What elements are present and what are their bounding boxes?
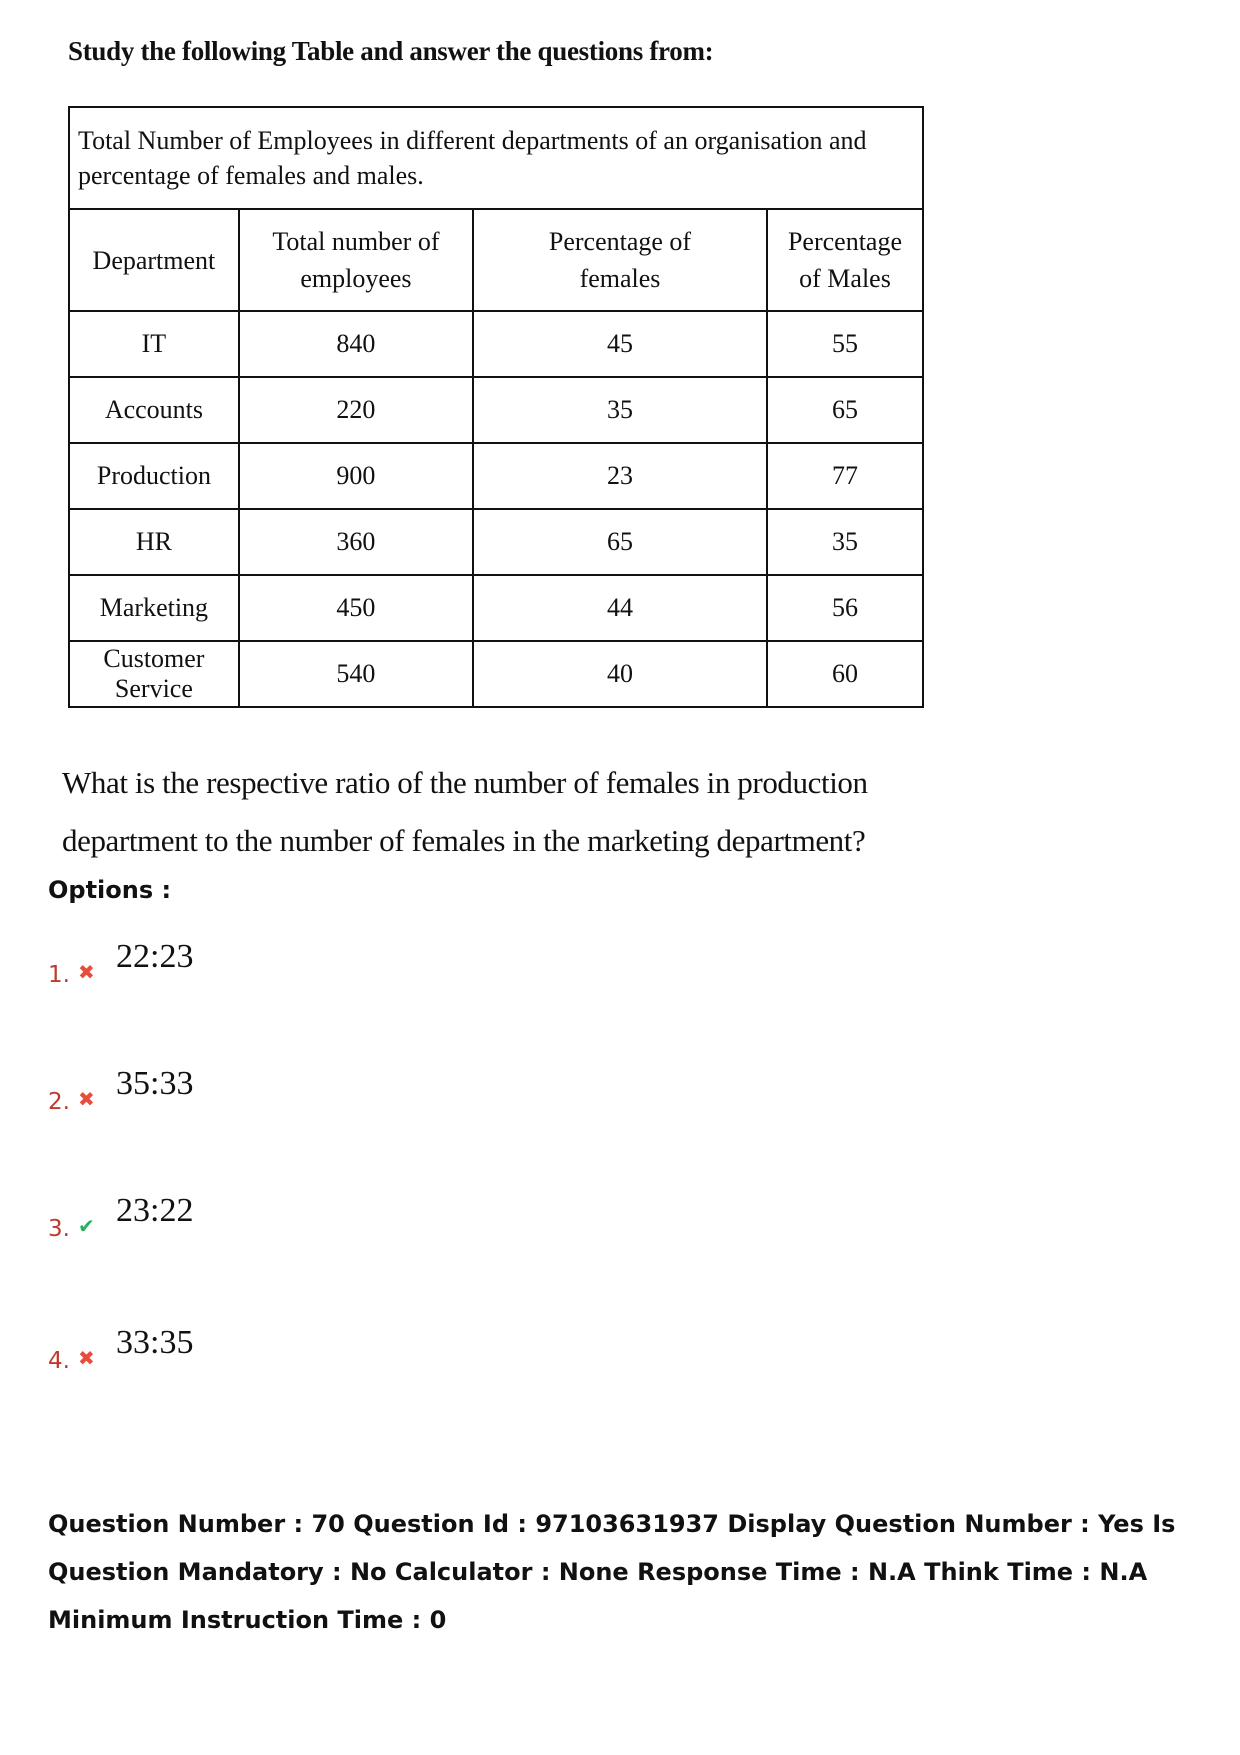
option-2[interactable] <box>48 1055 448 1115</box>
cell-department: HR <box>69 509 239 575</box>
header-percent-males: Percentage of Males <box>767 209 923 311</box>
cell-females: 40 <box>473 641 767 707</box>
option-value: 35:33 <box>116 1065 194 1102</box>
cell-total: 540 <box>239 641 473 707</box>
cell-females: 44 <box>473 575 767 641</box>
option-number: 2. <box>48 1089 70 1115</box>
table-header-row <box>69 209 923 311</box>
cell-department: Accounts <box>69 377 239 443</box>
cell-females: 65 <box>473 509 767 575</box>
option-3[interactable] <box>48 1182 448 1242</box>
cell-females: 35 <box>473 377 767 443</box>
cell-total: 360 <box>239 509 473 575</box>
question-metadata: Question Number : 70 Question Id : 97103631937 Display Question Number : Yes Is Question Mandatory : No Calculator : None Response Time : N.A Think Time : N.A Minimum Instruction Time : 0 <box>48 1510 1176 1634</box>
cell-department: IT <box>69 311 239 377</box>
option-1[interactable] <box>48 928 448 988</box>
cell-total: 220 <box>239 377 473 443</box>
option-number: 3. <box>48 1216 70 1242</box>
header-total-employees: Total number of employees <box>239 209 473 311</box>
table-row <box>69 641 923 707</box>
cell-total: 900 <box>239 443 473 509</box>
cell-females: 23 <box>473 443 767 509</box>
checkmark-icon: ✔ <box>78 1214 95 1238</box>
table-row <box>69 443 923 509</box>
cell-males: 56 <box>767 575 923 641</box>
cell-females: 45 <box>473 311 767 377</box>
header-percent-females: Percentage of females <box>473 209 767 311</box>
table-row <box>69 377 923 443</box>
employee-table <box>68 106 924 708</box>
cross-icon: ✖ <box>78 1346 95 1370</box>
header-department: Department <box>69 209 239 311</box>
section-heading: Study the following Table and answer the questions from: <box>68 36 714 66</box>
cell-males: 35 <box>767 509 923 575</box>
option-value: 22:23 <box>116 938 194 975</box>
cross-icon: ✖ <box>78 960 95 984</box>
cell-males: 55 <box>767 311 923 377</box>
option-number: 1. <box>48 962 70 988</box>
cell-total: 450 <box>239 575 473 641</box>
cell-males: 65 <box>767 377 923 443</box>
table-row <box>69 575 923 641</box>
cell-total: 840 <box>239 311 473 377</box>
cell-department: Customer Service <box>69 641 239 707</box>
cross-icon: ✖ <box>78 1087 95 1111</box>
option-value: 33:35 <box>116 1324 194 1361</box>
table-row <box>69 509 923 575</box>
table-row <box>69 311 923 377</box>
question-text: What is the respective ratio of the number of females in production department to the number of females in the marketing department? <box>62 765 868 858</box>
cell-department: Production <box>69 443 239 509</box>
cell-males: 77 <box>767 443 923 509</box>
option-4[interactable] <box>48 1314 448 1374</box>
table-caption: Total Number of Employees in different departments of an organisation and percentage of females and males. <box>69 107 923 209</box>
cell-department: Marketing <box>69 575 239 641</box>
option-value: 23:22 <box>116 1192 194 1229</box>
options-label: Options : <box>48 876 172 904</box>
option-number: 4. <box>48 1348 70 1374</box>
cell-males: 60 <box>767 641 923 707</box>
